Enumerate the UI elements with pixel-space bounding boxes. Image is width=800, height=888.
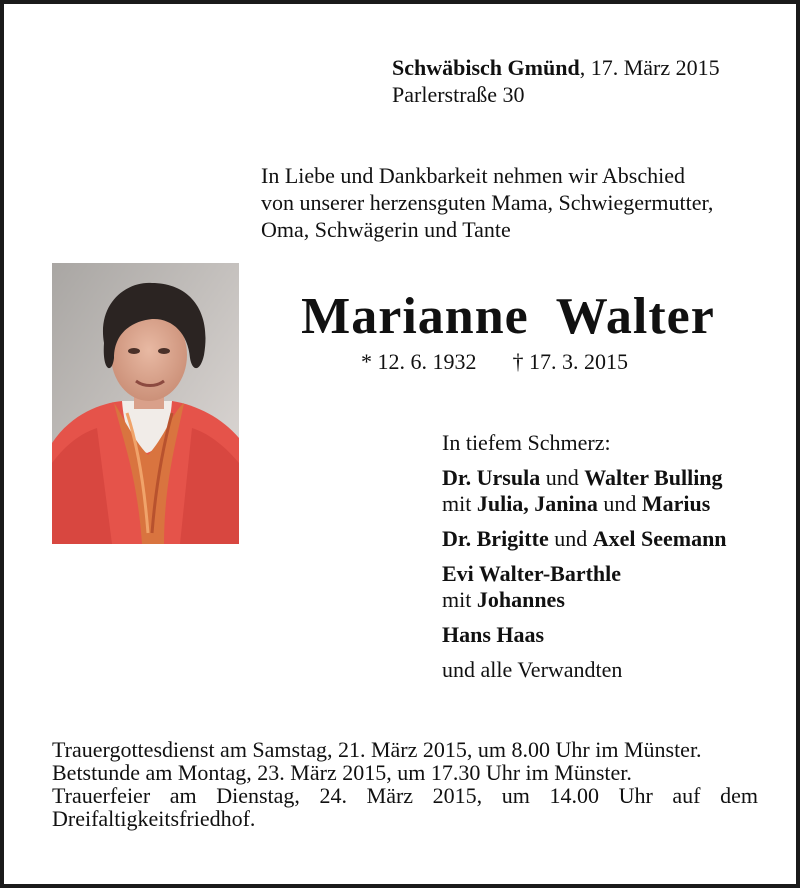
mourner-name: Hans Haas [442, 622, 545, 647]
service-line-4: Dreifaltigkeitsfriedhof. [52, 806, 256, 831]
service-line-3: Trauerfeier am Dienstag, 24. März 2015, um 14.00 Uhr auf dem [52, 783, 758, 808]
intro-text [261, 162, 781, 243]
header-street: Parlerstraße 30 [392, 82, 525, 107]
service-line-2: Betstunde am Montag, 23. März 2015, um 17.30 Uhr im Münster. [52, 760, 632, 785]
intro-line-2: von unserer herzensguten Mama, Schwiegermutter, [261, 190, 714, 215]
mourners-label: In tiefem Schmerz: [442, 430, 611, 455]
portrait-photo [52, 263, 239, 544]
mourner-conj: und [548, 526, 593, 551]
birth-date: * 12. 6. 1932 [361, 349, 477, 374]
mourner-line [442, 491, 727, 517]
mourner-group-4 [442, 622, 727, 648]
intro-line-1: In Liebe und Dankbarkeit nehmen wir Abschied [261, 163, 685, 188]
mourner-line [442, 526, 727, 552]
mourner-line [442, 587, 727, 613]
header-block [392, 54, 720, 108]
mourner-name: Julia, Janina [476, 491, 598, 516]
mourner-name: Walter Bulling [584, 465, 723, 490]
mourner-line [442, 465, 727, 491]
mourners-list [442, 430, 727, 683]
mourner-name: Axel Seemann [592, 526, 727, 551]
mourner-group-3 [442, 561, 727, 613]
mourner-conj: mit [442, 491, 477, 516]
mourner-group-1 [442, 465, 727, 517]
place-date-line [392, 54, 720, 81]
service-line-1: Trauergottesdienst am Samstag, 21. März 2015, um 8.00 Uhr im Münster. [52, 737, 702, 762]
deceased-name: Marianne Walter [301, 288, 715, 345]
service-details [52, 738, 758, 830]
mourner-name: Evi Walter-Barthle [442, 561, 622, 586]
mourner-name: Dr. Brigitte [442, 526, 549, 551]
mourner-relatives: und alle Verwandten [442, 657, 623, 682]
mourner-name: Johannes [476, 587, 565, 612]
mourner-name: Marius [641, 491, 711, 516]
mourner-conj: mit [442, 587, 477, 612]
life-dates [361, 348, 628, 376]
mourner-conj: und [540, 465, 585, 490]
intro-line-3: Oma, Schwägerin und Tante [261, 217, 511, 242]
header-date: , 17. März 2015 [579, 55, 720, 80]
mourner-conj: und [597, 491, 642, 516]
death-date: † 17. 3. 2015 [512, 349, 628, 374]
mourner-name: Dr. Ursula [442, 465, 541, 490]
portrait-illustration [52, 263, 239, 544]
mourner-group-2 [442, 526, 727, 552]
header-city: Schwäbisch Gmünd [392, 55, 580, 80]
